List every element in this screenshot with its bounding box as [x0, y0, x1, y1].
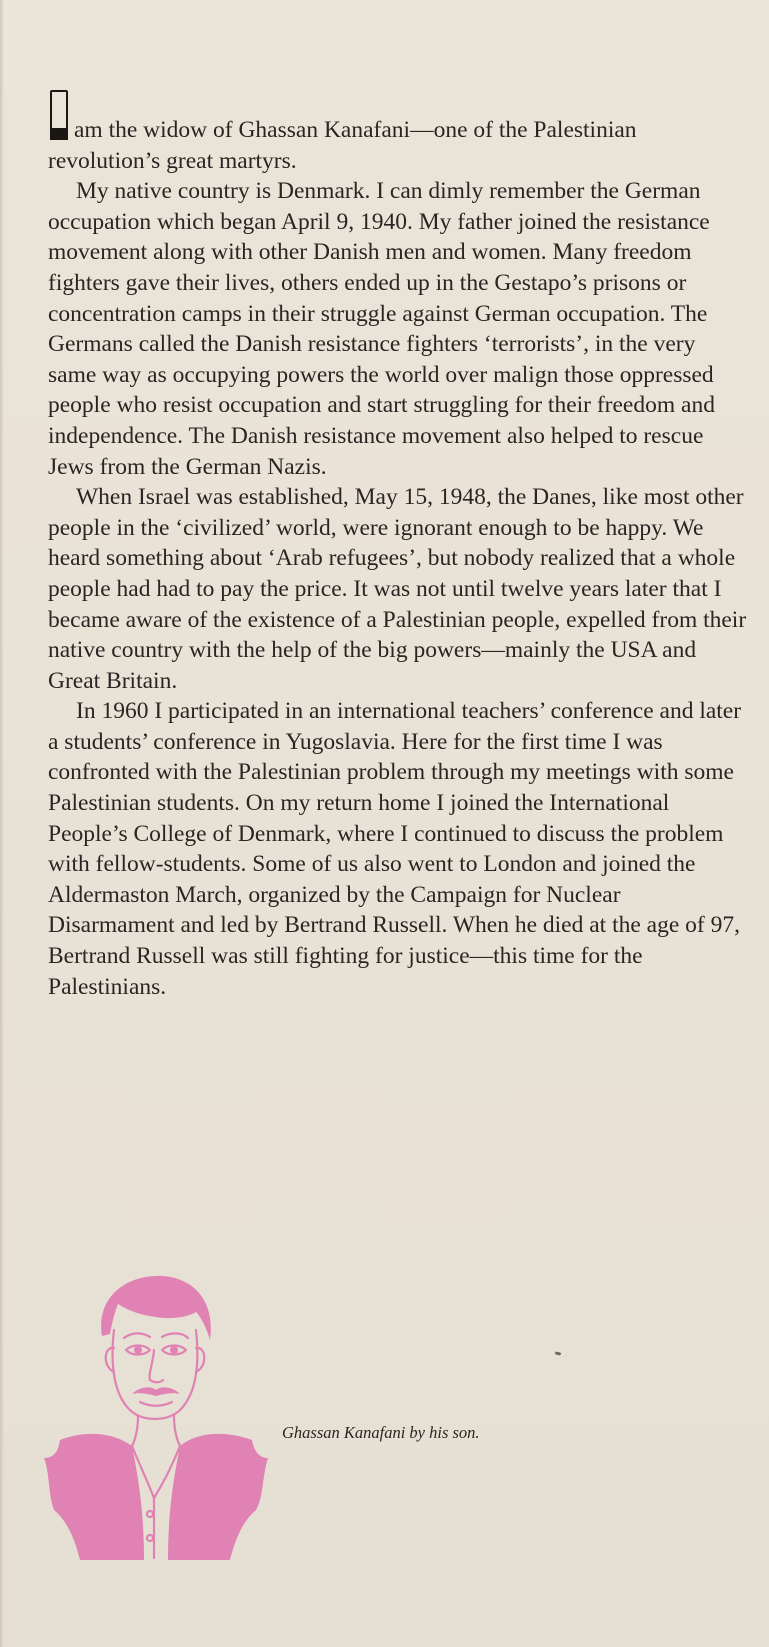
hair [101, 1276, 211, 1340]
paragraph-4: In 1960 I participated in an international teachers’ conference and later a students’ conference in Yugoslavia. Here for the first time I was confronted with the Palestinian problem through my meetings with some Palestinian students. On my return home I joined the International People’s College of Denmark, where I continued to discuss the problem with fellow-students. Some of us also went to London and joined the Aldermaston March, organized by the Campaign for Nuclear Disarmament and led by Bertrand Russell. When he died at the age of 97, Bertrand Russell was still fighting for justice—this time for the Palestinians. [48, 698, 742, 1000]
paper-speck [555, 1351, 561, 1355]
drop-cap-i-icon [48, 90, 70, 140]
paragraph-1-text: am the widow of Ghassan Kanafani—one of the Palestinian revolution’s great martyrs. [48, 117, 637, 174]
figure-caption: Ghassan Kanafani by his son. [282, 1423, 480, 1442]
portrait-illustration [40, 1270, 270, 1560]
page-edge-shadow [0, 0, 4, 1647]
nose [150, 1350, 163, 1382]
paragraph-3: When Israel was established, May 15, 1948, the Danes, like most other people in the ‘civilized’ world, were ignorant enough to be happy. We heard something about ‘Arab refugees’, but nobody realized that a whole people had had to pay the price. It was not until twelve years later that I became aware of the existence of a Palestinian people, expelled from their native country with the help of the big powers—mainly the USA and Great Britain. [48, 484, 747, 694]
article-body [48, 112, 748, 1002]
jacket-left [44, 1434, 144, 1560]
jacket-right [168, 1434, 268, 1560]
paragraph-1 [48, 112, 748, 176]
mustache [132, 1387, 180, 1396]
paragraph-2: My native country is Denmark. I can dimly remember the German occupation which began April 9, 1940. My father joined the resistance movement along with other Danish men and women. Many freedom fighters gave their lives, others ended up in the Gestapo’s prisons or concentration camps in their struggle against German occupation. The Germans called the Danish resistance fighters ‘terrorists’, in the very same way as occupying powers the world over malign those oppressed people who resist occupation and start struggling for their freedom and independence. The Danish resistance movement also helped to rescue Jews from the German Nazis. [48, 178, 715, 480]
